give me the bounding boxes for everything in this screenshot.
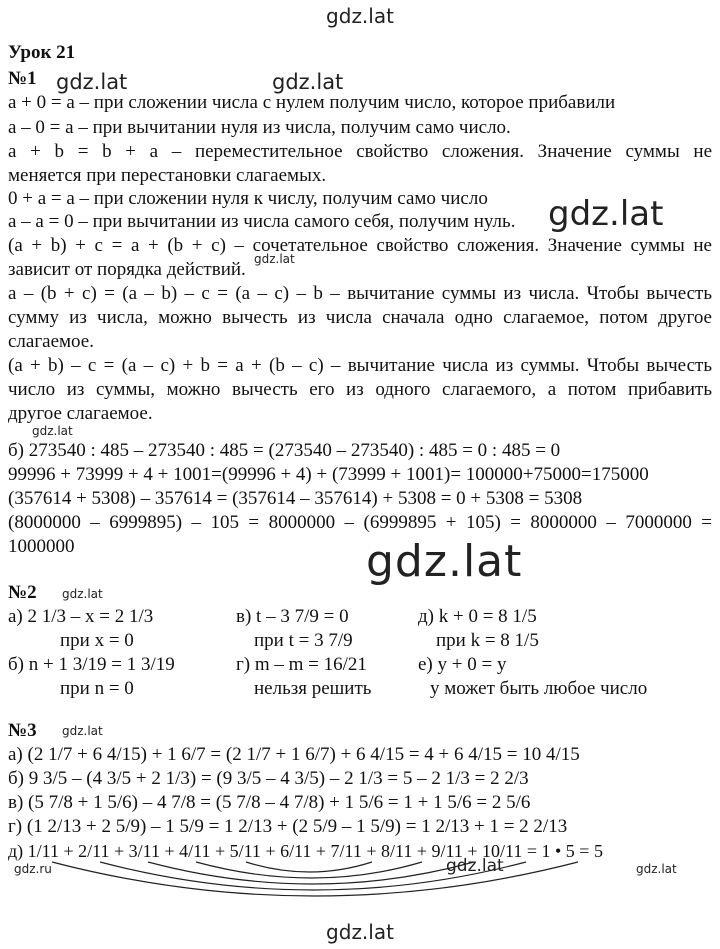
equation: б) n + 1 3/19 = 1 3/19 xyxy=(8,654,175,675)
pairing-arc xyxy=(196,862,422,878)
equation-note: при n = 0 xyxy=(60,678,134,699)
text-line: 0 + a = a – при сложении нуля к числу, получим само число xyxy=(8,188,488,209)
watermark: gdz.lat xyxy=(62,724,103,738)
text-line: (a + b) + c = a + (b + c) – сочетательное свойство сложения. Значение суммы не xyxy=(8,235,712,256)
equation: д) k + 0 = 8 1/5 xyxy=(418,606,537,627)
watermark: gdz.lat xyxy=(548,194,664,234)
equation: е) y + 0 = y xyxy=(418,654,507,675)
equation: г) m – m = 16/21 xyxy=(236,654,367,675)
equation-note: при k = 8 1/5 xyxy=(436,630,539,651)
watermark: gdz.lat xyxy=(446,856,504,876)
pairing-arc xyxy=(148,862,474,884)
task-1-number: №1 xyxy=(8,68,37,89)
text-line: a – a = 0 – при вычитании из числа самого себя, получим нуль. xyxy=(8,211,516,232)
calc-line: б) 273540 : 485 – 273540 : 485 = (273540 – 273540) : 485 = 0 : 485 = 0 xyxy=(8,440,561,461)
equation: в) t – 3 7/9 = 0 xyxy=(236,606,349,627)
text-line: зависит от порядка действий. xyxy=(8,259,246,280)
calc-line: б) 9 3/5 – (4 3/5 + 2 1/3) = (9 3/5 – 4 3/5) – 2 1/3 = 5 – 2 1/3 = 2 2/3 xyxy=(8,768,529,789)
calc-line: г) (1 2/13 + 2 5/9) – 1 5/9 = 1 2/13 + (2 5/9 – 1 5/9) = 1 2/13 + 1 = 2 2/13 xyxy=(8,816,568,837)
equation: а) 2 1/3 – x = 2 1/3 xyxy=(8,606,154,627)
calc-line: 1000000 xyxy=(8,536,75,557)
pairing-arc xyxy=(246,862,372,872)
text-line: a + 0 = a – при сложении числа с нулем получим число, которое прибавили xyxy=(8,92,616,113)
watermark: gdz.lat xyxy=(254,252,295,266)
watermark: gdz.lat xyxy=(636,862,677,876)
text-line: другое слагаемое. xyxy=(8,403,153,424)
lesson-title: Урок 21 xyxy=(8,42,76,63)
watermark: gdz.lat xyxy=(272,70,344,94)
watermark-ru: gdz.ru xyxy=(14,862,52,876)
task-2-number: №2 xyxy=(8,582,37,603)
watermark: gdz.lat xyxy=(32,424,73,438)
text-line: число из суммы, можно вычесть его из одного слагаемого, а потом прибавить xyxy=(8,379,712,400)
text-line: слагаемое. xyxy=(8,331,94,352)
text-line: меняется при перестановки слагаемых. xyxy=(8,165,327,186)
equation-note: при x = 0 xyxy=(60,630,134,651)
pairing-arc xyxy=(52,862,578,896)
calc-line: (357614 + 5308) – 357614 = (357614 – 357614) + 5308 = 0 + 5308 = 5308 xyxy=(8,488,583,509)
text-line: (a + b) – c = (a – c) + b = a + (b – c) – вычитание числа из суммы. Чтобы вычесть xyxy=(8,355,712,376)
equation-note: нельзя решить xyxy=(254,678,372,699)
watermark: gdz.lat xyxy=(56,70,128,94)
watermark-bottom: gdz.lat xyxy=(326,920,394,944)
text-line: сумму из числа, можно вычесть из числа сначала одно слагаемое, потом другое xyxy=(8,307,712,328)
calc-line: в) (5 7/8 + 1 5/6) – 4 7/8 = (5 7/8 – 4 7/8) + 1 5/6 = 1 + 1 5/6 = 2 5/6 xyxy=(8,792,531,813)
calc-line: 99996 + 73999 + 4 + 1001=(99996 + 4) + (73999 + 1001)= 100000+75000=175000 xyxy=(8,464,649,485)
equation-note: при t = 3 7/9 xyxy=(254,630,353,651)
watermark-top: gdz.lat xyxy=(326,4,394,28)
text-line: a – 0 = a – при вычитании нуля из числа, получим само число. xyxy=(8,117,511,138)
watermark-large: gdz.lat xyxy=(366,536,523,587)
task-3-number: №3 xyxy=(8,720,37,741)
calc-line: д) 1/11 + 2/11 + 3/11 + 4/11 + 5/11 + 6/11 + 7/11 + 8/11 + 9/11 + 10/11 = 1 • 5 = 5 xyxy=(8,841,603,861)
calc-line: а) (2 1/7 + 6 4/15) + 1 6/7 = (2 1/7 + 1 6/7) + 6 4/15 = 4 + 6 4/15 = 10 4/15 xyxy=(8,744,580,765)
text-line: a + b = b + a – переместительное свойство сложения. Значение суммы не xyxy=(8,141,712,162)
watermark: gdz.lat xyxy=(62,587,103,601)
calc-line: (8000000 – 6999895) – 105 = 8000000 – (6999895 + 105) = 8000000 – 7000000 = xyxy=(8,512,712,533)
equation-note: y может быть любое число xyxy=(430,678,648,699)
text-line: a – (b + c) = (a – b) – c = (a – c) – b – вычитание суммы из числа. Чтобы вычесть xyxy=(8,283,712,304)
